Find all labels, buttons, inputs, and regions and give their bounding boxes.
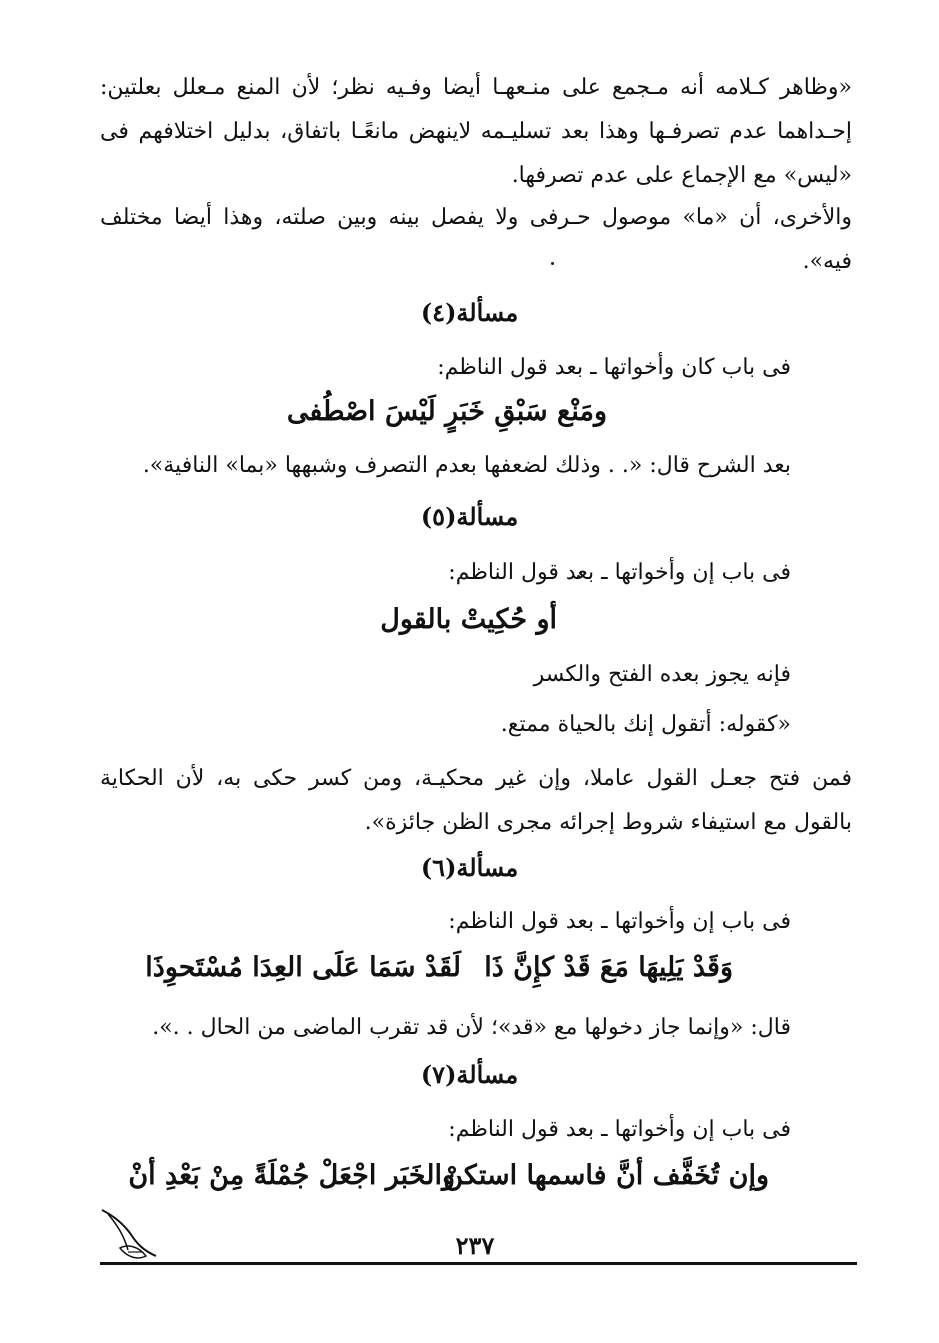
section-6-verse-right: وَقَدْ يَلِيهَا مَعَ قَدْ كإِنَّ ذَا — [484, 952, 733, 983]
section-4-intro: فى باب كان وأخواتها ـ بعد قول الناظم: — [437, 355, 791, 380]
section-6-comment: قال: «وإنما جاز دخولها مع «قد»؛ لأن قد تقرب الماضى من الحال . .». — [152, 1015, 791, 1040]
section-4-verse: ومَنْع سَبْقِ خَبَرٍ لَيْسَ اصْطُفى — [286, 396, 607, 427]
section-heading-4: مسألة(٤) — [420, 298, 519, 327]
section-5-verse: أو حُكِيتْ بالقول — [380, 604, 557, 635]
section-6-intro: فى باب إن وأخواتها ـ بعد قول الناظم: — [448, 909, 791, 934]
paragraph-quote-continuation: والأخرى، أن «ما» موصول حـرفى ولا يفصل بينه وبين صلته، وهذا أيضا مختلف فيه». — [100, 205, 852, 274]
quill-ornament-icon — [98, 1206, 168, 1262]
section-7-verse-right: وإن تُخَفَّف أنَّ فاسمها استكنْ — [443, 1160, 769, 1191]
section-6-verse-left: لَقَدْ سَمَا عَلَى العِدَا مُسْتَحوِذَا — [145, 952, 461, 983]
section-5-comment-2: «كقوله: أتقول إنك بالحياة ممتع. — [500, 712, 791, 737]
footer-divider — [100, 1262, 857, 1265]
section-7-verse-left: والخَبَر اجْعَلْ جُمْلَةً مِنْ بَعْدِ أنْ — [128, 1160, 455, 1191]
section-heading-5: مسألة(٥) — [420, 502, 519, 531]
section-5-comment-3: فمن فتح جعـل القول عاملا، وإن غير محكيـة، ومن كسر حكى به، لأن الحكاية بالقول مع استيفاء شروط إجرائه مجرى الظن جائزة». — [100, 766, 852, 835]
section-5-comment-1: فإنه يجوز بعده الفتح والكسر — [533, 662, 791, 687]
section-4-comment: بعد الشرح قال: «. . وذلك لضعفها بعدم التصرف وشبهها «بما» النافية». — [142, 453, 791, 478]
section-7-intro: فى باب إن وأخواتها ـ بعد قول الناظم: — [448, 1117, 791, 1142]
stray-dot — [551, 262, 554, 265]
paragraph-quote-opening: «وظاهر كـلامه أنه مـجمع على منـعهـا أيضا وفـيه نظر؛ لأن المنع مـعلل بعلتين: إحـداهما عدم تصرفـها وهذا بعد تسليـمه لاينهض مانعًـا باتفاق، بدليل اختلافهم فى «ليس» مع الإجماع على عدم تصرفها. — [100, 75, 852, 188]
page-number: ٢٣٧ — [455, 1231, 495, 1260]
section-5-intro: فى باب إن وأخواتها ـ بعد قول الناظم: — [448, 560, 791, 585]
section-heading-7: مسألة(٧) — [420, 1060, 519, 1089]
section-heading-6: مسألة(٦) — [420, 853, 519, 882]
